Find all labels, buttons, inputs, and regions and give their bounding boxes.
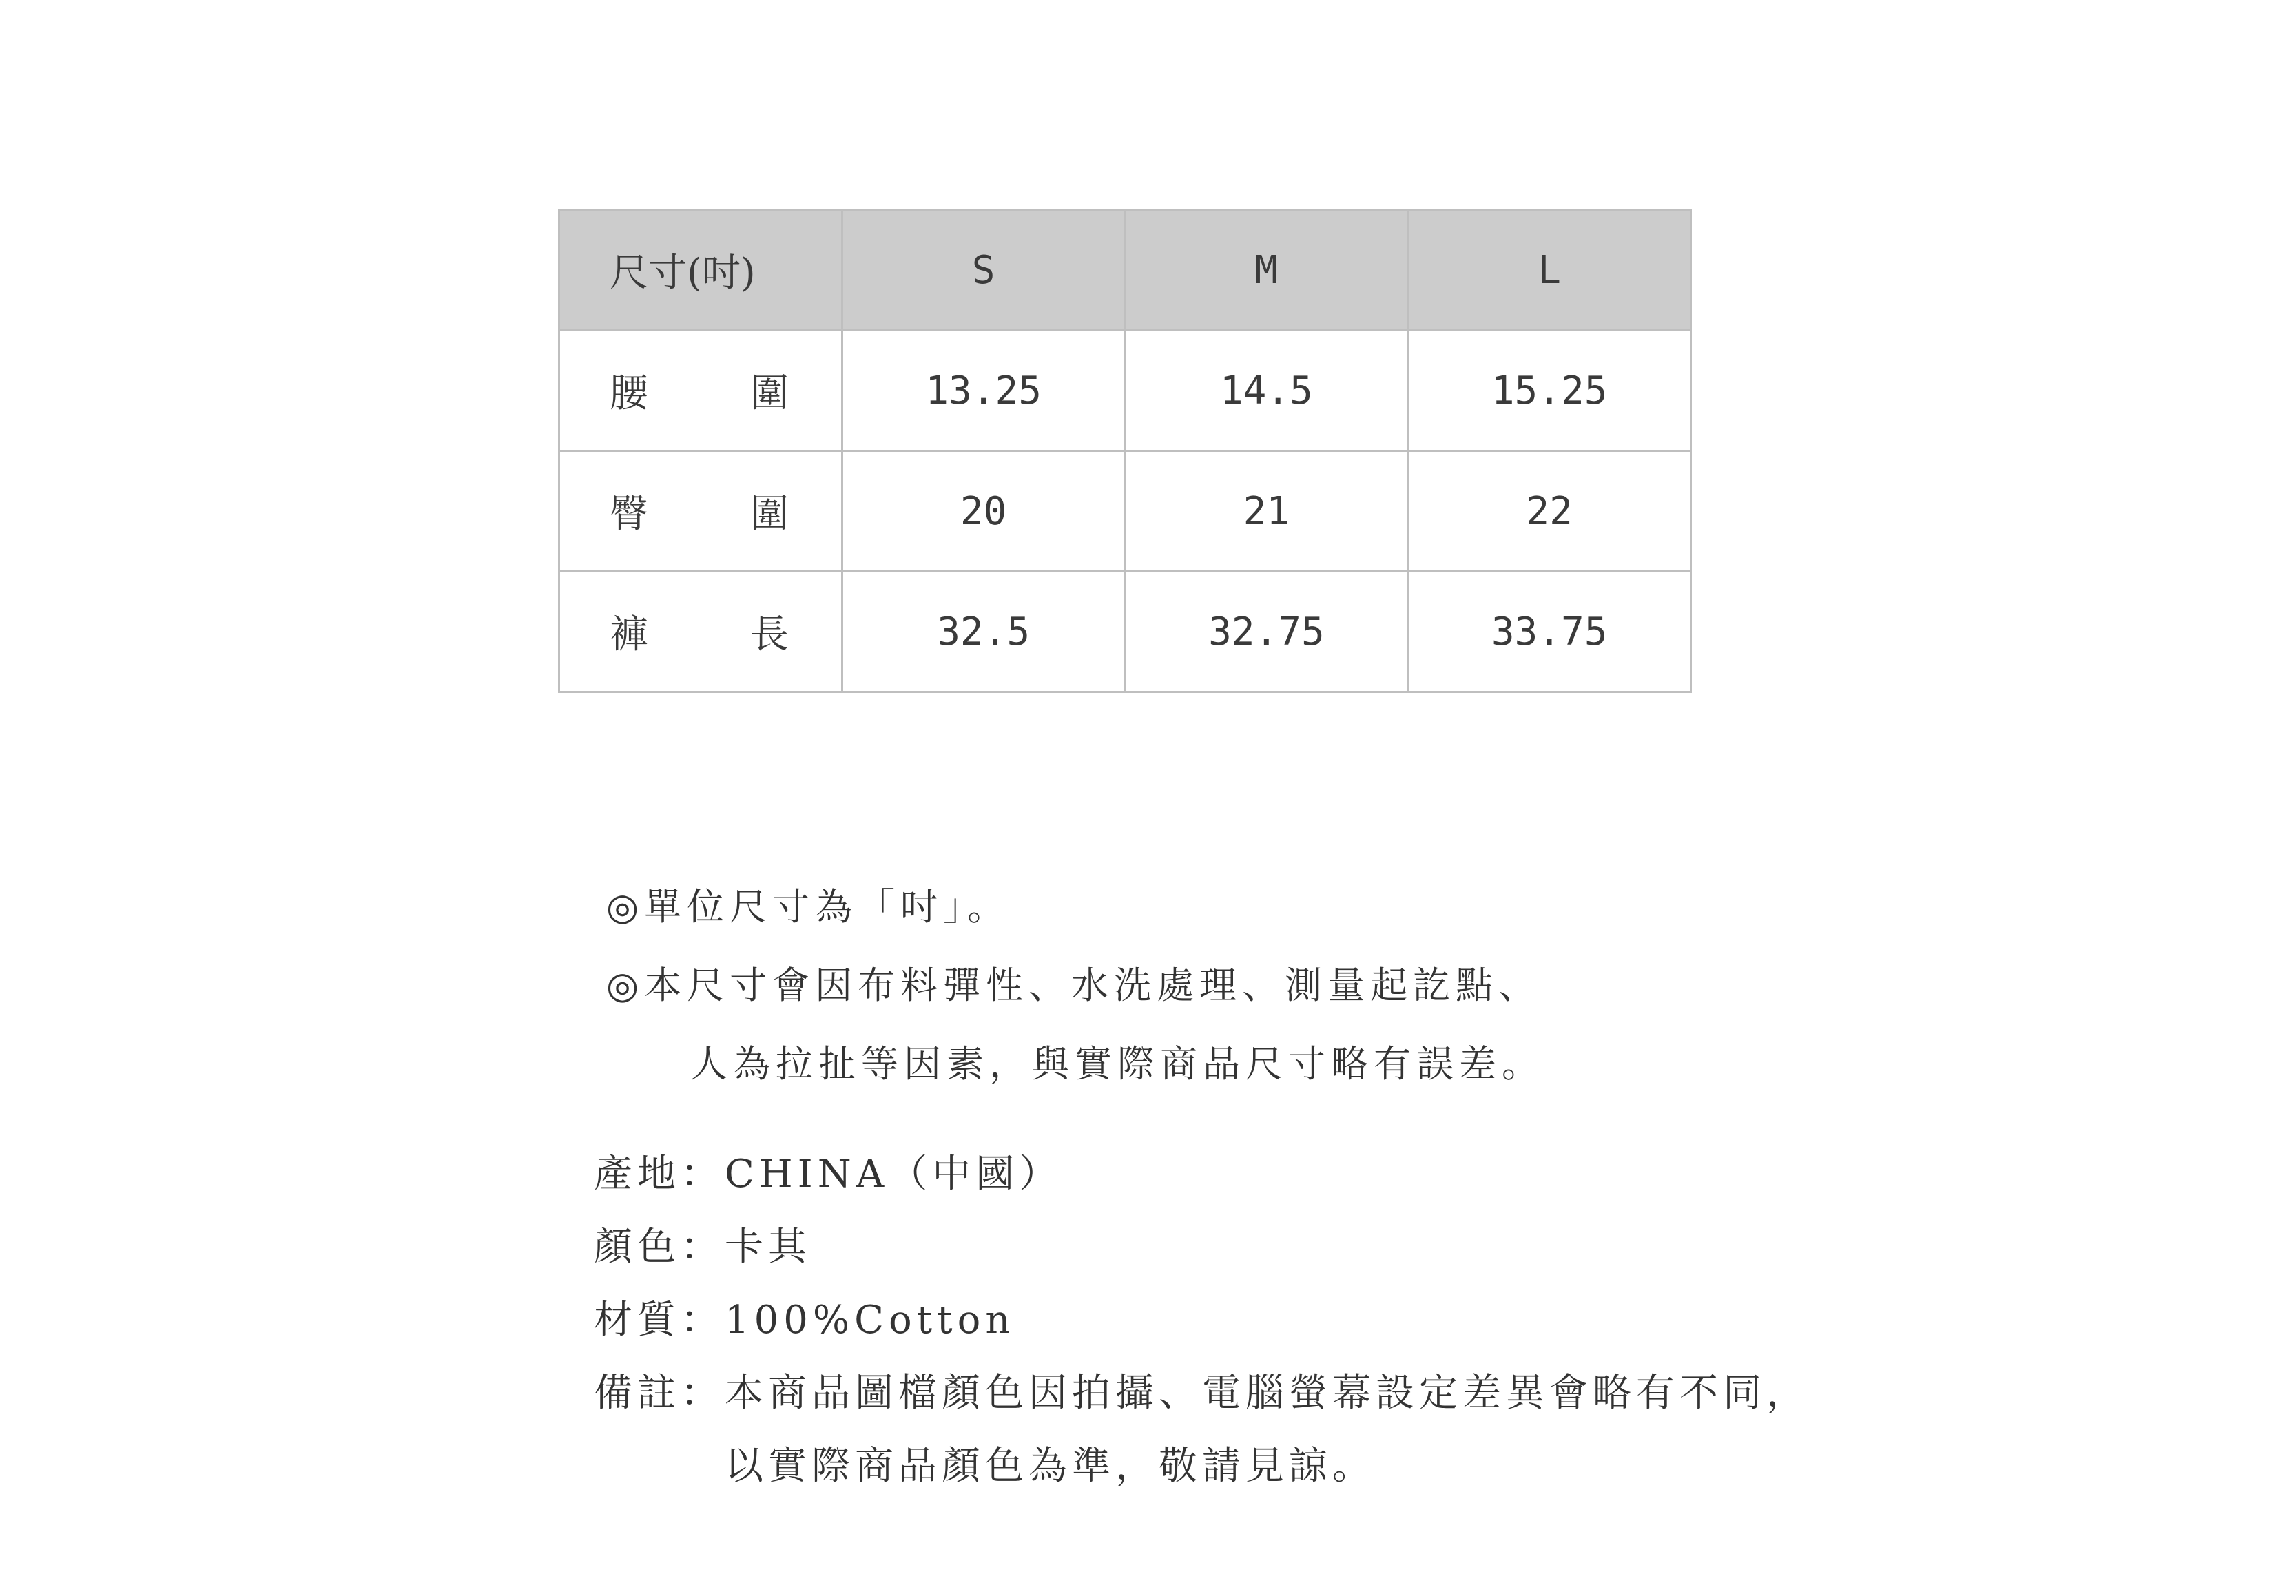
table-cell: 21 [1125, 451, 1408, 572]
info-value: CHINA（中國） [725, 1152, 1063, 1196]
info-key: 顏色： [594, 1225, 724, 1269]
info-key: 產地： [594, 1152, 724, 1196]
header-size-l: L [1408, 210, 1691, 331]
table-cell: 15.25 [1408, 331, 1691, 451]
info-key: 材質： [594, 1298, 724, 1343]
info-color [594, 1211, 1810, 1284]
info-material [594, 1284, 1810, 1357]
header-size-m: M [1125, 210, 1408, 331]
product-info [594, 1138, 1810, 1503]
info-key: 備註： [594, 1371, 724, 1416]
table-cell: 14.5 [1125, 331, 1408, 451]
info-value: 100%Cotton [725, 1298, 1015, 1343]
note-measurement-cont: 人為拉扯等因素，與實際商品尺寸略有誤差。 [690, 1042, 1544, 1086]
size-notes [606, 868, 1544, 1103]
table-cell: 32.5 [842, 572, 1125, 692]
table-row [559, 451, 1691, 572]
note-measurement: ◎本尺寸會因布料彈性、水洗處理、測量起訖點、 [606, 964, 1542, 1007]
row-label-waist [559, 331, 842, 451]
info-remark-cont: 以實際商品顏色為準，敬請見諒。 [725, 1444, 1376, 1489]
row-label-length [559, 572, 842, 692]
header-size-unit: 尺寸(吋) [559, 210, 842, 331]
table-cell: 22 [1408, 451, 1691, 572]
row-label-char: 褲 [610, 612, 648, 657]
row-label-char: 圍 [750, 371, 789, 416]
table-cell: 32.75 [1125, 572, 1408, 692]
table-row [559, 331, 1691, 451]
table-row [559, 572, 1691, 692]
size-table [558, 209, 1692, 693]
row-label-char: 臀 [610, 492, 648, 537]
row-label-hip [559, 451, 842, 572]
header-size-s: S [842, 210, 1125, 331]
info-origin [594, 1138, 1810, 1211]
info-value: 卡其 [725, 1225, 811, 1269]
row-label-char: 長 [750, 612, 789, 657]
table-cell: 20 [842, 451, 1125, 572]
info-value: 本商品圖檔顏色因拍攝、電腦螢幕設定差異會略有不同， [725, 1371, 1810, 1416]
table-cell: 13.25 [842, 331, 1125, 451]
info-remark [594, 1357, 1810, 1430]
size-table-header [559, 210, 1691, 331]
table-cell: 33.75 [1408, 572, 1691, 692]
row-label-char: 圍 [750, 492, 789, 537]
row-label-char: 腰 [610, 371, 648, 416]
note-unit: ◎單位尺寸為「吋」。 [606, 885, 1011, 929]
